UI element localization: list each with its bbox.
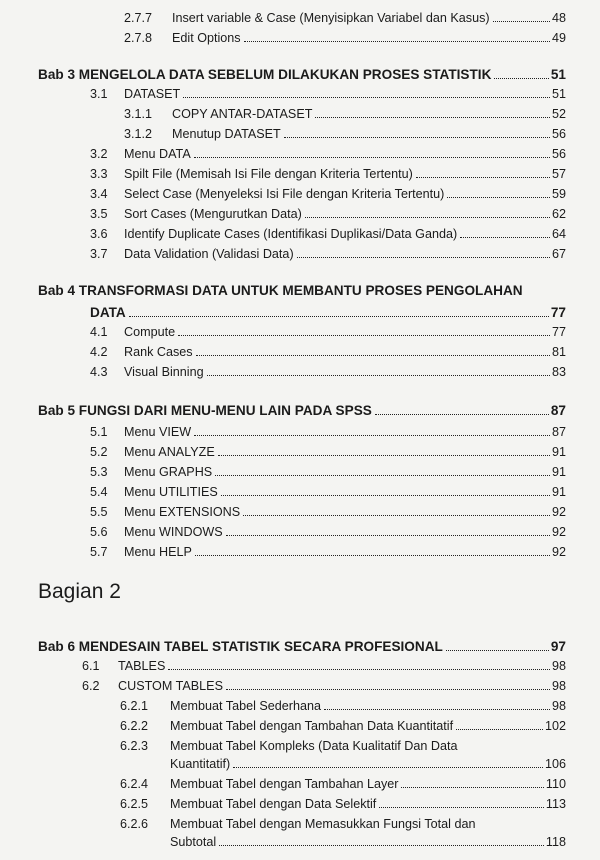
toc-entry-3-6[interactable] — [90, 226, 566, 242]
entry-number: 3.5 — [90, 207, 108, 221]
toc-entry-5-4[interactable] — [90, 484, 566, 500]
leader-dots — [494, 78, 548, 79]
leader-dots — [168, 669, 550, 670]
entry-title: Menu HELP — [124, 545, 192, 559]
entry-title: Select Case (Menyeleksi Isi File dengan Kriteria Tertentu) — [124, 187, 445, 201]
toc-entry-3-4[interactable] — [90, 186, 566, 202]
entry-page: 49 — [551, 31, 566, 45]
leader-dots — [226, 535, 550, 536]
toc-entry-5-2[interactable] — [90, 444, 566, 460]
entry-page: 102 — [544, 719, 566, 733]
entry-number: 6.2.2 — [120, 719, 149, 733]
entry-page: 56 — [551, 127, 566, 141]
leader-dots — [219, 845, 544, 846]
leader-dots — [456, 729, 543, 730]
entry-page: 98 — [551, 699, 566, 713]
toc-entry-4-2[interactable] — [90, 344, 566, 360]
leader-dots — [226, 689, 550, 690]
entry-title: Menu VIEW — [124, 425, 192, 439]
entry-title: Sort Cases (Mengurutkan Data) — [124, 207, 302, 221]
entry-title: CUSTOM TABLES — [118, 679, 223, 693]
part-heading: Bagian 2 — [38, 580, 121, 603]
chapter-page: 97 — [550, 639, 566, 654]
entry-title: Menu ANALYZE — [124, 445, 215, 459]
entry-title: Membuat Tabel dengan Tambahan Data Kuantitatif — [170, 719, 454, 733]
entry-page: 67 — [551, 247, 566, 261]
entry-number: 6.2 — [82, 679, 100, 693]
leader-dots — [196, 355, 550, 356]
chapter-4-heading-line1[interactable]: Bab 4 TRANSFORMASI DATA UNTUK MEMBANTU PROSES PENGOLAHAN — [38, 283, 523, 298]
toc-entry-6-2-6-line2[interactable] — [170, 834, 566, 850]
leader-dots — [416, 177, 550, 178]
leader-dots — [446, 650, 549, 651]
leader-dots — [315, 117, 550, 118]
toc-entry-5-1[interactable] — [90, 424, 566, 440]
leader-dots — [129, 316, 549, 317]
entry-page: 57 — [551, 167, 566, 181]
toc-entry-3-3[interactable] — [90, 166, 566, 182]
entry-title: Membuat Tabel dengan Tambahan Layer — [170, 777, 399, 791]
entry-number: 3.7 — [90, 247, 108, 261]
toc-entry-6-2-1[interactable] — [120, 698, 566, 714]
entry-page: 92 — [551, 505, 566, 519]
chapter-page: 51 — [550, 67, 566, 82]
entry-number: 2.7.8 — [124, 31, 153, 45]
leader-dots — [493, 21, 550, 22]
entry-title: Membuat Tabel dengan Memasukkan Fungsi Total dan — [170, 817, 476, 831]
leader-dots — [244, 41, 550, 42]
toc-entry-6-2-3-line1[interactable] — [120, 738, 566, 754]
leader-dots — [460, 237, 550, 238]
leader-dots — [207, 375, 550, 376]
entry-title: Rank Cases — [124, 345, 193, 359]
toc-entry-5-5[interactable] — [90, 504, 566, 520]
entry-title: Menu EXTENSIONS — [124, 505, 241, 519]
entry-number: 6.2.1 — [120, 699, 149, 713]
toc-entry-2-7-8[interactable] — [124, 30, 566, 46]
entry-page: 81 — [551, 345, 566, 359]
entry-page: 51 — [551, 87, 566, 101]
entry-title: Spilt File (Memisah Isi File dengan Kriteria Tertentu) — [124, 167, 413, 181]
entry-number: 4.2 — [90, 345, 108, 359]
entry-number: 3.6 — [90, 227, 108, 241]
entry-title: Membuat Tabel Sederhana — [170, 699, 321, 713]
entry-page: 118 — [545, 835, 566, 849]
entry-page: 91 — [551, 445, 566, 459]
entry-number: 5.7 — [90, 545, 108, 559]
entry-page: 64 — [551, 227, 566, 241]
entry-title: TABLES — [118, 659, 166, 673]
leader-dots — [183, 97, 550, 98]
chapter-4-heading-line2[interactable] — [90, 304, 566, 322]
toc-entry-5-3[interactable] — [90, 464, 566, 480]
entry-number: 4.1 — [90, 325, 108, 339]
entry-title: Insert variable & Case (Menyisipkan Variabel dan Kasus) — [172, 11, 490, 25]
leader-dots — [243, 515, 550, 516]
entry-page: 91 — [551, 485, 566, 499]
entry-title: Edit Options — [172, 31, 241, 45]
entry-page: 92 — [551, 525, 566, 539]
toc-entry-3-1[interactable] — [90, 86, 566, 102]
entry-page: 92 — [551, 545, 566, 559]
entry-number: 3.1.2 — [124, 127, 153, 141]
entry-number: 6.1 — [82, 659, 100, 673]
entry-page: 52 — [551, 107, 566, 121]
entry-number: 5.3 — [90, 465, 108, 479]
entry-number: 3.4 — [90, 187, 108, 201]
entry-number: 5.4 — [90, 485, 108, 499]
entry-title: Membuat Tabel dengan Data Selektif — [170, 797, 377, 811]
entry-page: 83 — [551, 365, 566, 379]
entry-number: 5.2 — [90, 445, 108, 459]
toc-entry-6-2-4[interactable] — [120, 776, 566, 792]
entry-title: Menu WINDOWS — [124, 525, 223, 539]
entry-title: Visual Binning — [124, 365, 204, 379]
entry-page: 48 — [551, 11, 566, 25]
toc-entry-6-2-5[interactable] — [120, 796, 566, 812]
leader-dots — [379, 807, 544, 808]
entry-number: 2.7.7 — [124, 11, 153, 25]
leader-dots — [218, 455, 550, 456]
toc-entry-5-7[interactable] — [90, 544, 566, 560]
chapter-title: Bab 6 MENDESAIN TABEL STATISTIK SECARA PROFESIONAL — [38, 639, 443, 654]
toc-entry-3-5[interactable] — [90, 206, 566, 222]
toc-entry-6-1[interactable] — [82, 658, 566, 674]
entry-number: 4.3 — [90, 365, 108, 379]
entry-page: 98 — [551, 659, 566, 673]
entry-title: Menu DATA — [124, 147, 191, 161]
chapter-title: Bab 5 FUNGSI DARI MENU-MENU LAIN PADA SPSS — [38, 403, 372, 418]
leader-dots — [297, 257, 550, 258]
entry-number: 3.1 — [90, 87, 108, 101]
entry-title: Identify Duplicate Cases (Identifikasi Duplikasi/Data Ganda) — [124, 227, 458, 241]
entry-title: Membuat Tabel Kompleks (Data Kualitatif Dan Data — [170, 739, 458, 753]
leader-dots — [195, 555, 550, 556]
toc-entry-6-2-3-line2[interactable] — [170, 756, 566, 772]
entry-title: Menu GRAPHS — [124, 465, 213, 479]
toc-entry-6-2-6-line1[interactable] — [120, 816, 566, 832]
leader-dots — [284, 137, 550, 138]
toc-entry-3-1-2[interactable] — [124, 126, 566, 142]
entry-page: 59 — [551, 187, 566, 201]
entry-page: 62 — [551, 207, 566, 221]
entry-title: DATASET — [124, 87, 181, 101]
entry-number: 6.2.5 — [120, 797, 149, 811]
leader-dots — [194, 435, 550, 436]
entry-page: 77 — [551, 325, 566, 339]
entry-number: 5.5 — [90, 505, 108, 519]
entry-title: Menutup DATASET — [172, 127, 281, 141]
entry-title: Compute — [124, 325, 176, 339]
leader-dots — [178, 335, 550, 336]
leader-dots — [221, 495, 550, 496]
leader-dots — [447, 197, 550, 198]
chapter-6-heading[interactable] — [38, 638, 566, 656]
toc-entry-3-1-1[interactable] — [124, 106, 566, 122]
entry-number: 5.6 — [90, 525, 108, 539]
toc-entry-3-2[interactable] — [90, 146, 566, 162]
entry-number: 3.2 — [90, 147, 108, 161]
leader-dots — [401, 787, 543, 788]
entry-title-continued: Subtotal — [170, 835, 217, 849]
toc-entry-4-1[interactable] — [90, 324, 566, 340]
toc-entry-4-3[interactable] — [90, 364, 566, 380]
leader-dots — [215, 475, 550, 476]
toc-entry-2-7-7[interactable] — [124, 10, 566, 26]
entry-page: 98 — [551, 679, 566, 693]
entry-title: COPY ANTAR-DATASET — [172, 107, 313, 121]
entry-page: 113 — [545, 797, 566, 811]
entry-page: 91 — [551, 465, 566, 479]
entry-title: Menu UTILITIES — [124, 485, 218, 499]
toc-entry-6-2[interactable] — [82, 678, 566, 694]
entry-number: 3.1.1 — [124, 107, 153, 121]
entry-page: 110 — [545, 777, 566, 791]
entry-number: 6.2.4 — [120, 777, 149, 791]
chapter-3-heading[interactable] — [38, 66, 566, 84]
entry-title-continued: Kuantitatif) — [170, 757, 231, 771]
entry-number: 3.3 — [90, 167, 108, 181]
chapter-5-heading[interactable] — [38, 402, 566, 420]
toc-entry-6-2-2[interactable] — [120, 718, 566, 734]
leader-dots — [305, 217, 550, 218]
chapter-page: 87 — [550, 403, 566, 418]
entry-number: 6.2.6 — [120, 817, 149, 831]
leader-dots — [233, 767, 543, 768]
entry-page: 56 — [551, 147, 566, 161]
leader-dots — [375, 414, 549, 415]
entry-page: 106 — [544, 757, 566, 771]
chapter-title: DATA — [90, 305, 126, 320]
leader-dots — [194, 157, 550, 158]
chapter-page: 77 — [550, 305, 566, 320]
entry-number: 5.1 — [90, 425, 108, 439]
chapter-title: Bab 3 MENGELOLA DATA SEBELUM DILAKUKAN PROSES STATISTIK — [38, 67, 492, 82]
leader-dots — [324, 709, 550, 710]
toc-entry-3-7[interactable] — [90, 246, 566, 262]
entry-number: 6.2.3 — [120, 739, 149, 753]
entry-page: 87 — [551, 425, 566, 439]
toc-entry-5-6[interactable] — [90, 524, 566, 540]
entry-title: Data Validation (Validasi Data) — [124, 247, 294, 261]
